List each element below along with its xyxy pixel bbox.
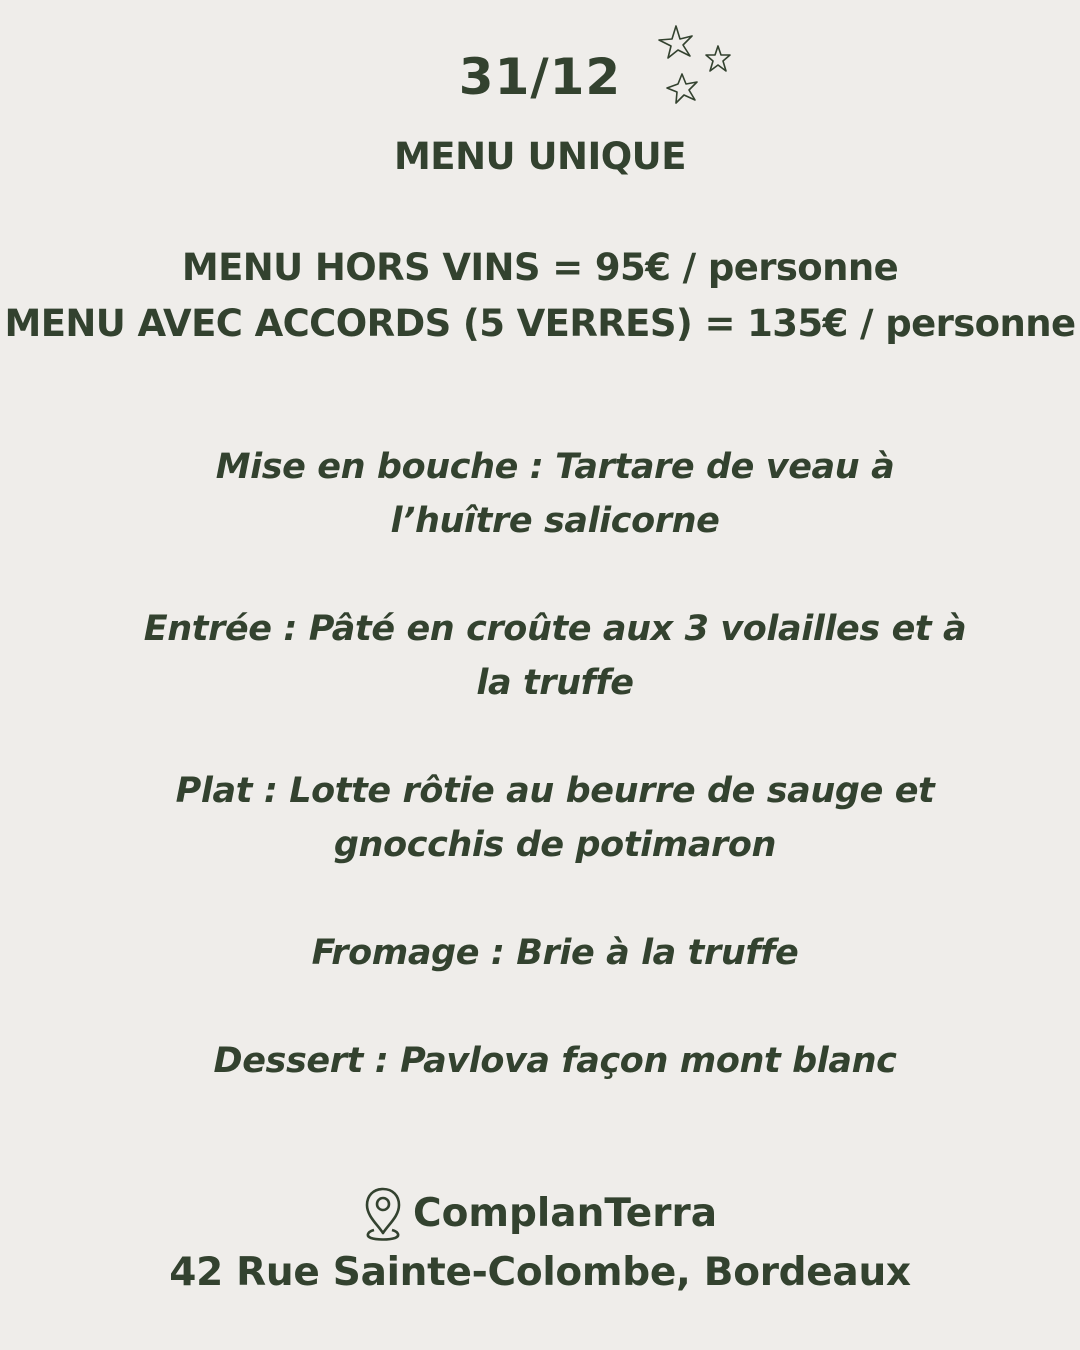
course-line: Dessert : Pavlova façon mont blanc bbox=[213, 1041, 897, 1081]
price-without-wine: MENU HORS VINS = 95€ / personne bbox=[181, 246, 899, 289]
course-line: gnocchis de potimaron bbox=[333, 825, 777, 865]
course-line: la truffe bbox=[476, 663, 634, 703]
restaurant-info bbox=[0, 1185, 1080, 1300]
course-line: l’huître salicorne bbox=[390, 501, 720, 541]
price-with-wine-pairing: MENU AVEC ACCORDS (5 VERRES) = 135€ / personne bbox=[4, 302, 1076, 345]
event-date: 31/12 bbox=[458, 48, 622, 106]
menu-type-title: MENU UNIQUE bbox=[393, 135, 687, 178]
course-line: Entrée : Pâté en croûte aux 3 volailles et à bbox=[143, 609, 967, 649]
restaurant-name-row bbox=[363, 1185, 717, 1243]
course-main bbox=[140, 764, 970, 872]
course-starter bbox=[140, 602, 970, 710]
sparkle-stars-icon bbox=[650, 22, 740, 112]
restaurant-name: ComplanTerra bbox=[412, 1191, 718, 1236]
course-line: Plat : Lotte rôtie au beurre de sauge et bbox=[175, 771, 935, 811]
course-line: Mise en bouche : Tartare de veau à bbox=[215, 447, 895, 487]
course-line: Fromage : Brie à la truffe bbox=[311, 933, 799, 973]
restaurant-address: 42 Rue Sainte-Colombe, Bordeaux bbox=[169, 1250, 911, 1295]
course-list bbox=[140, 440, 970, 1142]
course-cheese bbox=[140, 926, 970, 980]
map-pin-icon bbox=[363, 1186, 403, 1242]
course-dessert bbox=[140, 1034, 970, 1088]
course-amuse-bouche bbox=[140, 440, 970, 548]
